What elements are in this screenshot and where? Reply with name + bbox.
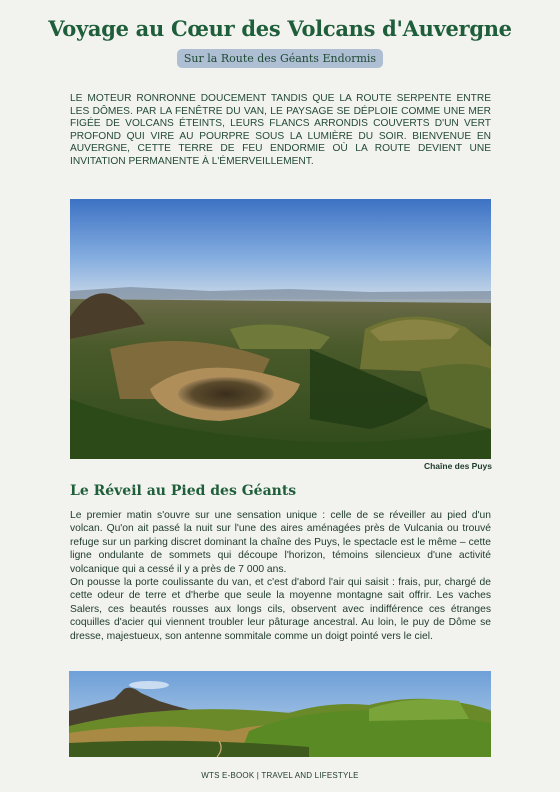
photo-caption: Chaîne des Puys	[423, 461, 492, 471]
subtitle-container	[0, 49, 560, 68]
volcano-landscape-photo	[70, 199, 491, 459]
section-body	[70, 509, 491, 643]
page-footer: WTS E-BOOK | TRAVEL AND LIFESTYLE	[201, 771, 359, 780]
subtitle-badge: Sur la Route des Géants Endormis	[177, 49, 383, 68]
puy-de-dome-photo	[69, 671, 491, 757]
body-paragraph: Le premier matin s'ouvre sur une sensation unique : celle de se réveiller au pied d'un volcan. Qu'on ait passé la nuit sur l'une des aires aménagées près de Vulcania ou trouvé refuge sur un parking discret dominant la chaîne des Puys, le spectacle est le même – cette ligne ondulante de sommets qui découpe l'horizon, témoins silencieux d'une activité volcanique qui a cessé il y a près de 7 000 ans.	[70, 510, 491, 575]
intro-paragraph: LE MOTEUR RONRONNE DOUCEMENT TANDIS QUE LA ROUTE SERPENTE ENTRE LES DÔMES. PAR LA FENÊTRE DU VAN, LE PAYSAGE SE DÉPLOIE COMME UNE MER FIGÉE DE VOLCANS ÉTEINTS, LEURS FLANCS ARRONDIS COUVERTS D'UN VERT PROFOND QUI VIRE AU POURPRE SOUS LA LUMIÈRE DU SOIR. BIENVENUE EN AUVERGNE, CETTE TERRE DE FEU ENDORMIE OÙ LA ROUTE DEVIENT UNE INVITATION PERMANENTE À L'ÉMERVEILLEMENT.	[70, 93, 491, 167]
section-heading: Le Réveil au Pied des Géants	[70, 483, 297, 499]
page-title: Voyage au Cœur des Volcans d'Auvergne	[48, 16, 512, 41]
body-paragraph: On pousse la porte coulissante du van, et c'est d'abord l'air qui saisit : frais, pur, chargé de cette odeur de terre et d'herbe que seule la moyenne montagne sait offrir. Les vaches Salers, ces beautés rousses aux longs cils, observent avec indifférence ces étranges coquilles d'acier qui viennent troubler leur pâturage ancestral. Au loin, le puy de Dôme se dresse, majestueux, son antenne sommitale comme un doigt pointé vers le ciel.	[70, 577, 491, 642]
